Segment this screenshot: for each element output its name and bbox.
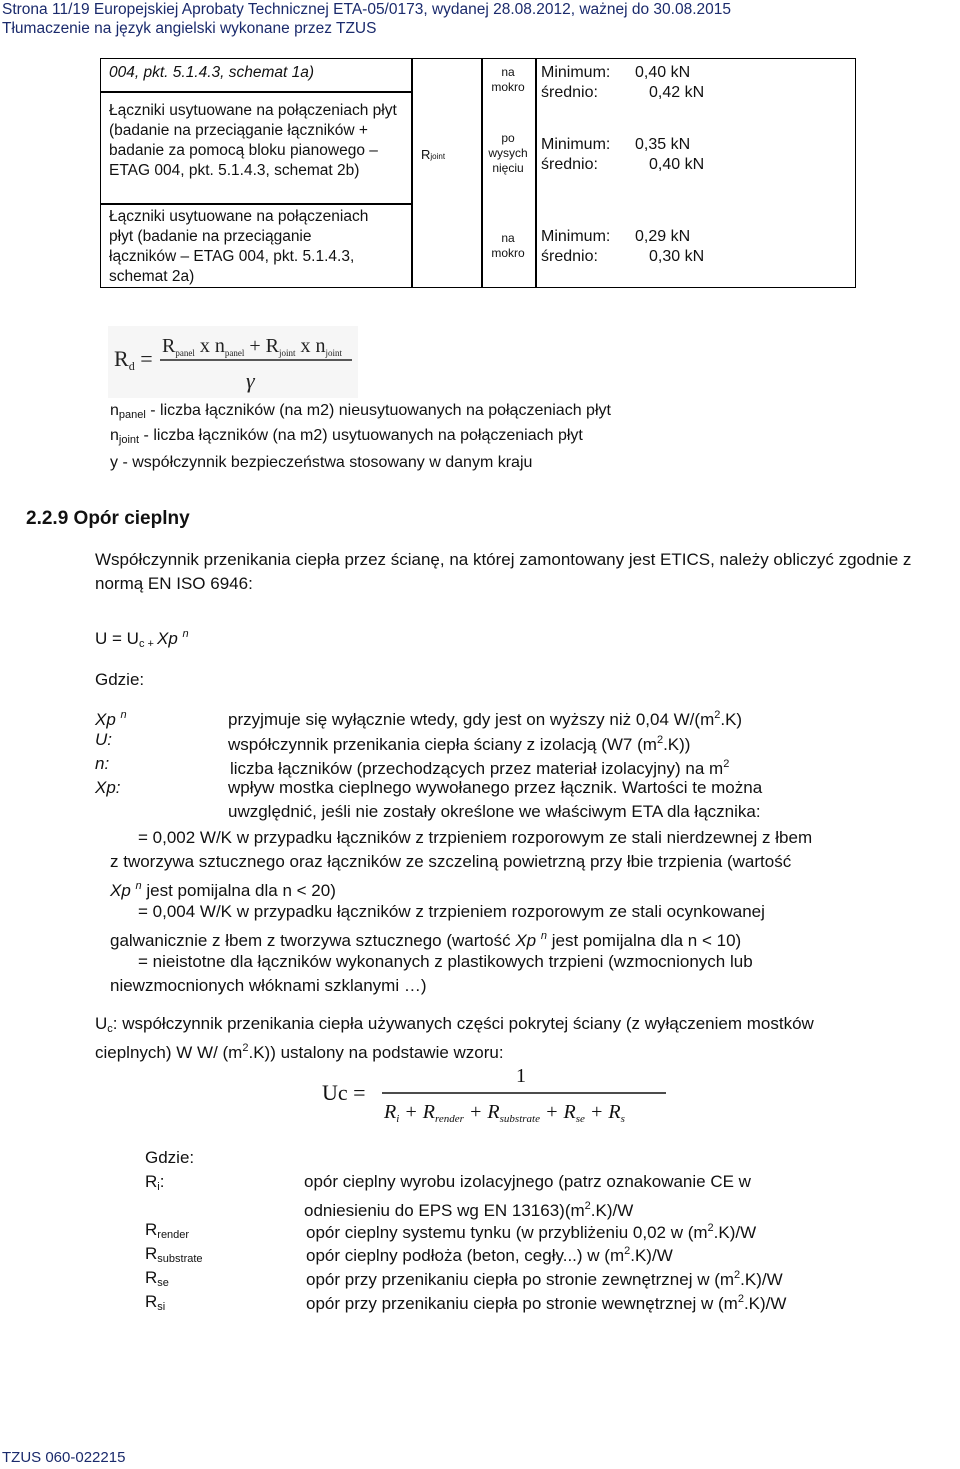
r-symbol: R (145, 1268, 158, 1287)
r-text: opór przy przenikaniu ciepła po stronie wewnętrznej w (m (306, 1294, 738, 1313)
def-term-n (95, 752, 109, 776)
r-text-si (306, 1287, 786, 1316)
table-divider (535, 59, 537, 287)
rjoint-main: R (421, 147, 431, 162)
method-text: Łączniki usytuowane na połączeniach płyt (badanie na przeciąganie łączników – ETAG 004, pkt. 5.1.4.3, schemat 2a) (109, 208, 369, 285)
avg-label: średnio: (541, 84, 598, 101)
table-divider (411, 59, 413, 287)
r-tail: .K)/W (743, 1294, 787, 1313)
term-text: Xp: (95, 778, 121, 797)
avg-value: 0,30 kN (649, 248, 705, 265)
min-value: 0,40 kN (635, 64, 691, 81)
eq-u: U = U (95, 629, 139, 648)
bullet-3-line-1: = nieistotne dla łączników wykonanych z plastikowych trzpieni (wzmocnionych lub (138, 952, 753, 971)
u-equation (95, 622, 189, 656)
eq-xp: Xp (156, 629, 183, 648)
sup-2: 2 (656, 734, 664, 746)
r-tail: .K)/W (740, 1270, 783, 1289)
def-term-xp (95, 776, 121, 800)
eq-c-sub: c (138, 638, 145, 650)
xp-symbol: Xp (515, 931, 537, 950)
r-tail: .K)/W (713, 1223, 757, 1242)
header-line-2: Tłumaczenie na język angielski wykonane przez TZUS (2, 20, 377, 37)
n-sup: n (540, 930, 547, 942)
sup-2: 2 (242, 1042, 249, 1054)
r-text: opór przy przenikaniu ciepła po stronie zewnętrznej w (m (306, 1270, 735, 1289)
legend-text: - liczba łączników (na m2) usytuowanych na połączeniach płyt (139, 427, 583, 444)
svg-text:Rpanel x npanel + Rjoint x njo: $R_{panel}$ x $n_{panel} + R_{joint}$ x $n_{joint}$ (162, 335, 342, 358)
r-sub: render (157, 1229, 190, 1241)
uc-formula-numerator: 1 (516, 1065, 526, 1087)
bullet-2-line-1: = 0,004 W/K w przypadku łączników z trzpieniem rozporowym ze stali ocynkowanej (138, 902, 765, 921)
uc-definition-line-2 (95, 1036, 504, 1065)
legend-n-panel (110, 400, 611, 426)
table-divider (481, 59, 483, 287)
def-text-xp: wpływ mostka cieplnego wywołanego przez łącznik. Wartości te można (228, 778, 763, 797)
uc-text: .K)) ustalony na podstawie wzoru: (248, 1043, 504, 1062)
table-cell-avg-1 (541, 83, 704, 103)
svg-text:Rd =: Rd = (114, 346, 153, 373)
intro-paragraph: Współczynnik przenikania ciepła przez ścianę, na której zamontowany jest ETICS, należy obliczyć zgodnie z normą EN ISO 6946: (95, 550, 912, 593)
r-text: odniesieniu do EPS wg EN 13163)(m (304, 1201, 585, 1220)
uc-formula-lhs: Uc = (322, 1080, 366, 1105)
min-value: 0,29 kN (635, 228, 691, 245)
table-cell-condition-2: po wysych nięciu (488, 131, 528, 175)
table-cell-min-1 (541, 63, 690, 83)
legend-n-joint (110, 425, 583, 451)
rjoint-sub: joint (430, 152, 446, 161)
r-symbol: R (145, 1292, 158, 1311)
bullet-3-line-2: niewzmocnionych włóknami szklanymi …) (110, 976, 427, 995)
sup-2: 2 (723, 758, 730, 770)
r-sub: si (157, 1301, 166, 1313)
sup-2: 2 (707, 1222, 714, 1234)
min-label: Minimum: (541, 228, 611, 245)
gdzie-label-2: Gdzie: (145, 1148, 195, 1167)
term-sup: n (120, 709, 127, 721)
n-symbol: n (110, 402, 119, 419)
def-text: przyjmuje się wyłącznie wtedy, gdy jest on wyższy niż 0,04 W/(m (228, 710, 715, 729)
bullet-1-line-2: z tworzywa sztucznego oraz łączników ze szczeliną powietrzną przy łbie trzpienia (wartość (110, 852, 792, 871)
term-text: U: (95, 730, 112, 749)
bullet-1-line-3 (110, 874, 336, 903)
n-symbol: n (110, 427, 119, 444)
page-header (0, 0, 960, 38)
table-cell-min-2 (541, 135, 690, 155)
avg-label: średnio: (541, 248, 598, 265)
uc-symbol: U (95, 1014, 108, 1033)
sup-2: 2 (714, 709, 721, 721)
avg-value: 0,40 kN (649, 156, 705, 173)
r-term-si (145, 1290, 165, 1319)
avg-label: średnio: (541, 156, 598, 173)
header-line-1: Strona 11/19 Europejskiej Aprobaty Technicznej ETA-05/0173, wydanej 28.08.2012, ważnej do 30.08.2015 (2, 1, 731, 18)
gdzie-label: Gdzie: (95, 670, 145, 689)
n-subscript: joint (118, 434, 140, 446)
sup-2: 2 (734, 1269, 741, 1281)
bullet-text: jest pomijalna dla n < 20) (141, 881, 336, 900)
term-text: n: (95, 754, 110, 773)
table-cell-avg-2 (541, 155, 704, 175)
table-cell-method-3 (109, 207, 371, 287)
table-cell-min-3 (541, 227, 690, 247)
legend-y: y - współczynnik bezpieczeństwa stosowany w danym kraju (110, 454, 533, 471)
svg-text:Ri + Rrender + Rsubstrate + Rs: $R_i + R_{render} + R_{substrate} + R_{se} + R_s$ (384, 1101, 625, 1125)
legend-text: - liczba łączników (na m2) nieusytuowanych na połączeniach płyt (145, 402, 611, 419)
term-text: Xp (95, 710, 116, 729)
n-sup: n (135, 880, 142, 892)
bullet-text: jest pomijalna dla n < 10) (546, 931, 742, 950)
method-text: Łączniki usytuowane na połączeniach płyt (badanie na przeciąganie łączników + badanie za pomocą bloku pianowego – ETAG 004, pkt. 5.1.4.3, schemat 2b) (109, 102, 397, 179)
table-divider (101, 203, 411, 205)
r-text: opór cieplny podłoża (beton, cegły...) w (m (306, 1246, 625, 1265)
table-cell-avg-3 (541, 247, 704, 267)
n-subscript: panel (118, 409, 146, 421)
table-cell-method-1 (109, 63, 409, 83)
eq-n-sup: n (182, 628, 189, 640)
r-text-i: opór cieplny wyrobu izolacyjnego (patrz oznakowanie CE w (304, 1172, 751, 1191)
r-tail: .K)/W (590, 1201, 634, 1220)
min-value: 0,35 kN (635, 136, 691, 153)
def-term-u (95, 728, 112, 752)
uc-sub: c (107, 1023, 113, 1035)
page-footer: TZUS 060-022215 (2, 1449, 126, 1466)
def-tail: .K)) (663, 735, 691, 754)
def-text: liczba łączników (przechodzących przez materiał izolacyjny) na m (230, 759, 724, 778)
bullet-text: galwanicznie z łbem z tworzywa sztucznego (wartość (110, 931, 516, 950)
svg-text:γ: γ (246, 368, 255, 393)
table-cell-rjoint (421, 147, 471, 164)
uc-formula (320, 1062, 670, 1126)
avg-value: 0,42 kN (649, 84, 705, 101)
def-text: współczynnik przenikania ciepła ściany z izolacją (W7 (m (228, 735, 657, 754)
r-term-i (145, 1170, 164, 1199)
r-tail: .K)/W (630, 1246, 673, 1265)
bullet-1-line-1: = 0,002 W/K w przypadku łączników z trzpieniem rozporowym ze stali nierdzewnej z łbem (138, 828, 813, 847)
method-text: 004, pkt. 5.1.4.3, schemat 1a) (109, 64, 315, 81)
r-sub: i (157, 1181, 160, 1193)
sup-2: 2 (624, 1245, 631, 1257)
r-symbol: R (145, 1172, 158, 1191)
min-label: Minimum: (541, 136, 611, 153)
table-cell-condition-1: na mokro (491, 65, 525, 94)
r-colon: : (159, 1172, 165, 1191)
uc-text: : współczynnik przenikania ciepła używanych części pokrytej ściany (z wyłączeniem mostków (112, 1014, 814, 1033)
section-heading: 2.2.9 Opór cieplny (26, 508, 190, 529)
bullet-2-line-2 (110, 924, 741, 953)
sup-2: 2 (584, 1200, 591, 1212)
table-cell-method-2 (109, 101, 405, 181)
table-cell-condition-3: na mokro (491, 231, 525, 260)
r-symbol: R (145, 1244, 158, 1263)
sup-2: 2 (737, 1293, 744, 1305)
rd-formula-image (108, 326, 358, 398)
uc-text: cieplnych) W W/ (m (95, 1043, 243, 1062)
xp-symbol: Xp (110, 881, 131, 900)
resistance-table (100, 58, 856, 288)
min-label: Minimum: (541, 64, 611, 81)
table-divider (101, 91, 411, 93)
def-tail: .K) (720, 710, 743, 729)
r-symbol: R (145, 1220, 158, 1239)
r-sub: substrate (157, 1253, 203, 1265)
r-text: opór cieplny systemu tynku (w przybliżeniu 0,02 w (m (306, 1223, 708, 1242)
def-text-xp-2: uwzględnić, jeśli nie zostały określone we właściwym ETA dla łącznika: (228, 802, 761, 821)
r-sub: se (157, 1277, 169, 1289)
eq-plus: + (144, 638, 157, 650)
